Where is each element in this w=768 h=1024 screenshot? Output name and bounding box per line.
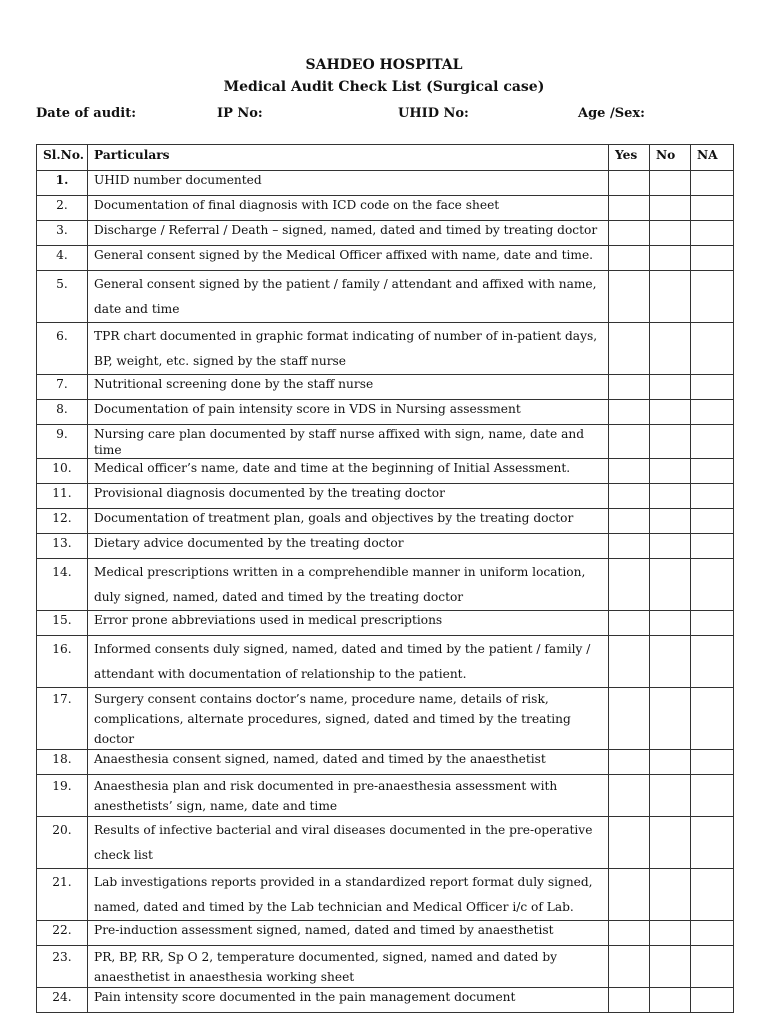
row-na-cell[interactable] [691, 775, 734, 817]
row-yes-cell[interactable] [609, 688, 650, 750]
row-particulars: Discharge / Referral / Death – signed, named, dated and timed by treating doctor [88, 221, 609, 246]
row-na-cell[interactable] [691, 323, 734, 375]
row-serial-number: 7. [37, 375, 88, 400]
row-no-cell[interactable] [650, 425, 691, 459]
row-na-cell[interactable] [691, 484, 734, 509]
row-particulars: Medical prescriptions written in a comprehendible manner in uniform location, duly signed, named, dated and timed by the treating doctor [88, 559, 609, 611]
row-no-cell[interactable] [650, 869, 691, 921]
row-particulars: Error prone abbreviations used in medical prescriptions [88, 611, 609, 636]
table-row [37, 775, 734, 817]
table-row [37, 271, 734, 323]
table-row [37, 946, 734, 988]
row-na-cell[interactable] [691, 869, 734, 921]
row-particulars: PR, BP, RR, Sp O 2, temperature documented, signed, named and dated by anaesthetist in anaesthesia working sheet [88, 946, 609, 988]
table-row [37, 509, 734, 534]
row-particulars: Nursing care plan documented by staff nurse affixed with sign, name, date and time [88, 425, 609, 459]
table-row [37, 688, 734, 750]
row-no-cell[interactable] [650, 688, 691, 750]
column-header-yes: Yes [609, 145, 650, 171]
row-particulars: Dietary advice documented by the treating doctor [88, 534, 609, 559]
table-row [37, 323, 734, 375]
row-yes-cell[interactable] [609, 425, 650, 459]
table-row [37, 246, 734, 271]
row-serial-number: 5. [37, 271, 88, 323]
row-particulars: Pain intensity score documented in the pain management document [88, 988, 609, 1013]
row-na-cell[interactable] [691, 534, 734, 559]
date-of-audit-label: Date of audit: [36, 106, 136, 121]
row-yes-cell[interactable] [609, 750, 650, 775]
row-particulars: General consent signed by the Medical Officer affixed with name, date and time. [88, 246, 609, 271]
row-na-cell[interactable] [691, 271, 734, 323]
row-particulars: Informed consents duly signed, named, dated and timed by the patient / family / attendant with documentation of relationship to the patient. [88, 636, 609, 688]
row-yes-cell[interactable] [609, 775, 650, 817]
table-row [37, 221, 734, 246]
table-row [37, 375, 734, 400]
row-yes-cell[interactable] [609, 221, 650, 246]
row-serial-number: 1. [37, 171, 88, 196]
row-na-cell[interactable] [691, 196, 734, 221]
row-no-cell[interactable] [650, 750, 691, 775]
row-yes-cell[interactable] [609, 400, 650, 425]
table-row [37, 636, 734, 688]
row-particulars: Anaesthesia plan and risk documented in pre-anaesthesia assessment with anesthetists’ sign, name, date and time [88, 775, 609, 817]
row-no-cell[interactable] [650, 509, 691, 534]
row-no-cell[interactable] [650, 775, 691, 817]
row-no-cell[interactable] [650, 817, 691, 869]
row-na-cell[interactable] [691, 611, 734, 636]
row-na-cell[interactable] [691, 171, 734, 196]
row-particulars: Results of infective bacterial and viral diseases documented in the pre-operative check list [88, 817, 609, 869]
row-na-cell[interactable] [691, 425, 734, 459]
row-no-cell[interactable] [650, 246, 691, 271]
checklist-body [37, 171, 734, 1013]
row-na-cell[interactable] [691, 509, 734, 534]
row-na-cell[interactable] [691, 750, 734, 775]
row-serial-number: 21. [37, 869, 88, 921]
table-row [37, 921, 734, 946]
table-row [37, 817, 734, 869]
row-no-cell[interactable] [650, 484, 691, 509]
row-yes-cell[interactable] [609, 484, 650, 509]
document-title: Medical Audit Check List (Surgical case) [223, 79, 545, 95]
age-sex-label: Age /Sex: [578, 106, 645, 121]
row-serial-number: 2. [37, 196, 88, 221]
table-row [37, 559, 734, 611]
row-particulars: Provisional diagnosis documented by the treating doctor [88, 484, 609, 509]
row-no-cell[interactable] [650, 611, 691, 636]
row-no-cell[interactable] [650, 988, 691, 1013]
table-row [37, 459, 734, 484]
row-yes-cell[interactable] [609, 636, 650, 688]
row-yes-cell[interactable] [609, 946, 650, 988]
row-na-cell[interactable] [691, 459, 734, 484]
table-row [37, 425, 734, 459]
row-serial-number: 24. [37, 988, 88, 1013]
row-na-cell[interactable] [691, 688, 734, 750]
row-no-cell[interactable] [650, 221, 691, 246]
ip-no-label: IP No: [217, 106, 263, 121]
row-serial-number: 17. [37, 688, 88, 750]
row-serial-number: 22. [37, 921, 88, 946]
row-yes-cell[interactable] [609, 988, 650, 1013]
row-no-cell[interactable] [650, 375, 691, 400]
row-yes-cell[interactable] [609, 611, 650, 636]
row-na-cell[interactable] [691, 375, 734, 400]
row-serial-number: 16. [37, 636, 88, 688]
row-serial-number: 4. [37, 246, 88, 271]
row-serial-number: 11. [37, 484, 88, 509]
row-na-cell[interactable] [691, 400, 734, 425]
row-na-cell[interactable] [691, 921, 734, 946]
row-serial-number: 19. [37, 775, 88, 817]
column-header-sl-no: Sl.No. [37, 145, 88, 171]
row-na-cell[interactable] [691, 559, 734, 611]
table-row [37, 400, 734, 425]
row-no-cell[interactable] [650, 946, 691, 988]
row-na-cell[interactable] [691, 817, 734, 869]
row-particulars: Nutritional screening done by the staff nurse [88, 375, 609, 400]
row-no-cell[interactable] [650, 271, 691, 323]
row-na-cell[interactable] [691, 246, 734, 271]
uhid-no-label: UHID No: [398, 106, 469, 121]
row-no-cell[interactable] [650, 921, 691, 946]
row-serial-number: 18. [37, 750, 88, 775]
hospital-name: SAHDEO HOSPITAL [305, 57, 463, 73]
row-particulars: Documentation of treatment plan, goals and objectives by the treating doctor [88, 509, 609, 534]
table-row [37, 171, 734, 196]
row-no-cell[interactable] [650, 459, 691, 484]
row-serial-number: 9. [37, 425, 88, 459]
row-no-cell[interactable] [650, 196, 691, 221]
table-row [37, 196, 734, 221]
table-row [37, 484, 734, 509]
row-na-cell[interactable] [691, 988, 734, 1013]
row-serial-number: 8. [37, 400, 88, 425]
row-serial-number: 13. [37, 534, 88, 559]
row-particulars: Anaesthesia consent signed, named, dated and timed by the anaesthetist [88, 750, 609, 775]
table-row [37, 869, 734, 921]
row-serial-number: 23. [37, 946, 88, 988]
row-yes-cell[interactable] [609, 509, 650, 534]
row-particulars: Medical officer’s name, date and time at the beginning of Initial Assessment. [88, 459, 609, 484]
row-no-cell[interactable] [650, 534, 691, 559]
row-no-cell[interactable] [650, 559, 691, 611]
row-particulars: UHID number documented [88, 171, 609, 196]
row-serial-number: 3. [37, 221, 88, 246]
row-serial-number: 20. [37, 817, 88, 869]
row-yes-cell[interactable] [609, 196, 650, 221]
row-yes-cell[interactable] [609, 459, 650, 484]
row-yes-cell[interactable] [609, 271, 650, 323]
table-row [37, 750, 734, 775]
row-na-cell[interactable] [691, 221, 734, 246]
row-serial-number: 15. [37, 611, 88, 636]
row-particulars: TPR chart documented in graphic format indicating of number of in-patient days, BP, weight, etc. signed by the staff nurse [88, 323, 609, 375]
row-yes-cell[interactable] [609, 921, 650, 946]
row-serial-number: 10. [37, 459, 88, 484]
row-yes-cell[interactable] [609, 559, 650, 611]
table-row [37, 534, 734, 559]
row-yes-cell[interactable] [609, 817, 650, 869]
row-yes-cell[interactable] [609, 375, 650, 400]
audit-checklist-table [36, 144, 734, 1013]
row-yes-cell[interactable] [609, 246, 650, 271]
row-particulars: Documentation of pain intensity score in VDS in Nursing assessment [88, 400, 609, 425]
row-particulars: Pre-induction assessment signed, named, dated and timed by anaesthetist [88, 921, 609, 946]
table-header-row [37, 145, 734, 171]
column-header-na: NA [691, 145, 734, 171]
row-no-cell[interactable] [650, 323, 691, 375]
column-header-no: No [650, 145, 691, 171]
table-row [37, 988, 734, 1013]
row-serial-number: 12. [37, 509, 88, 534]
row-no-cell[interactable] [650, 636, 691, 688]
row-yes-cell[interactable] [609, 171, 650, 196]
row-serial-number: 14. [37, 559, 88, 611]
row-particulars: General consent signed by the patient / family / attendant and affixed with name, date and time [88, 271, 609, 323]
row-na-cell[interactable] [691, 946, 734, 988]
table-row [37, 611, 734, 636]
row-na-cell[interactable] [691, 636, 734, 688]
row-yes-cell[interactable] [609, 869, 650, 921]
row-particulars: Lab investigations reports provided in a standardized report format duly signed, named, dated and timed by the Lab technician and Medical Officer i/c of Lab. [88, 869, 609, 921]
row-yes-cell[interactable] [609, 323, 650, 375]
row-particulars: Documentation of final diagnosis with ICD code on the face sheet [88, 196, 609, 221]
row-no-cell[interactable] [650, 400, 691, 425]
audit-meta-row [0, 106, 768, 124]
row-no-cell[interactable] [650, 171, 691, 196]
row-yes-cell[interactable] [609, 534, 650, 559]
column-header-particulars: Particulars [88, 145, 609, 171]
row-serial-number: 6. [37, 323, 88, 375]
row-particulars: Surgery consent contains doctor’s name, procedure name, details of risk, complications, alternate procedures, signed, dated and timed by the treating doctor [88, 688, 609, 750]
